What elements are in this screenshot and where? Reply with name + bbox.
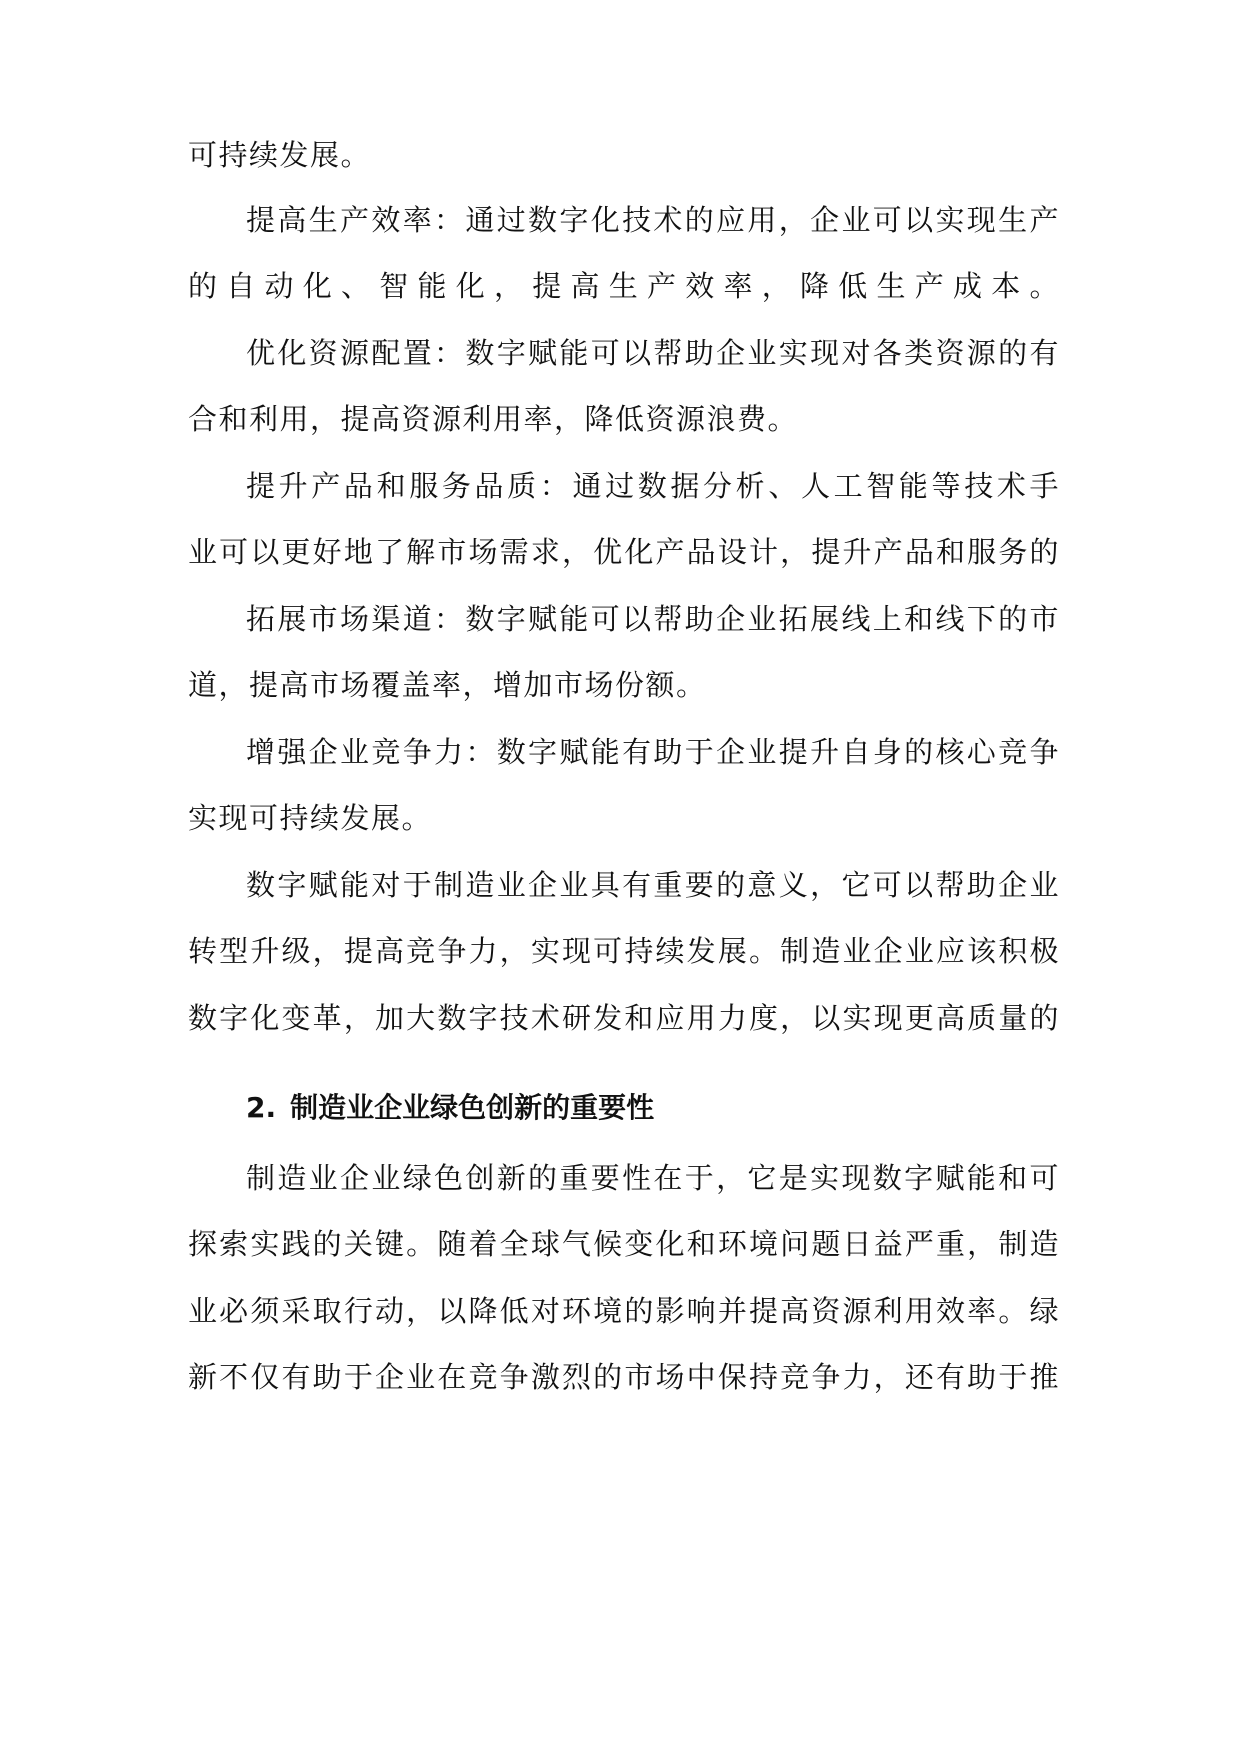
section-number: 2. [246, 1091, 277, 1124]
paragraph-line: 新不仅有助于企业在竞争激烈的市场中保持竞争力，还有助于推 [188, 1360, 1060, 1394]
paragraph-line: 道，提高市场覆盖率，增加市场份额。 [188, 668, 707, 702]
paragraph-line: 业必须采取行动，以降低对环境的影响并提高资源利用效率。绿 [188, 1294, 1060, 1328]
paragraph-line: 实现可持续发展。 [188, 801, 433, 835]
paragraph-line: 数字化变革，加大数字技术研发和应用力度，以实现更高质量的 [188, 1001, 1060, 1035]
paragraph-line: 增强企业竞争力：数字赋能有助于企业提升自身的核心竞争 [246, 735, 1060, 769]
paragraph-line: 制造业企业绿色创新的重要性在于，它是实现数字赋能和可 [246, 1161, 1060, 1195]
paragraph-line: 业可以更好地了解市场需求，优化产品设计，提升产品和服务的 [188, 535, 1060, 569]
paragraph-line: 合和利用，提高资源利用率，降低资源浪费。 [188, 402, 799, 436]
paragraph-line: 转型升级，提高竞争力，实现可持续发展。制造业企业应该积极 [188, 934, 1060, 968]
paragraph-line: 探索实践的关键。随着全球气候变化和环境问题日益严重，制造 [188, 1227, 1060, 1261]
paragraph-line: 拓展市场渠道：数字赋能可以帮助企业拓展线上和线下的市 [246, 602, 1060, 636]
paragraph-line: 可持续发展。 [188, 138, 372, 172]
section-heading [246, 1084, 1060, 1132]
section-title: 制造业企业绿色创新的重要性 [290, 1091, 655, 1124]
paragraph-line: 提升产品和服务品质：通过数据分析、人工智能等技术手 [246, 469, 1060, 503]
paragraph-line: 提高生产效率：通过数字化技术的应用，企业可以实现生产 [246, 203, 1060, 237]
paragraph-line: 数字赋能对于制造业企业具有重要的意义，它可以帮助企业 [246, 868, 1060, 902]
paragraph-line: 的自动化、智能化，提高生产效率，降低生产成本。 [188, 269, 1060, 303]
paragraph-line: 优化资源配置：数字赋能可以帮助企业实现对各类资源的有 [246, 336, 1060, 370]
